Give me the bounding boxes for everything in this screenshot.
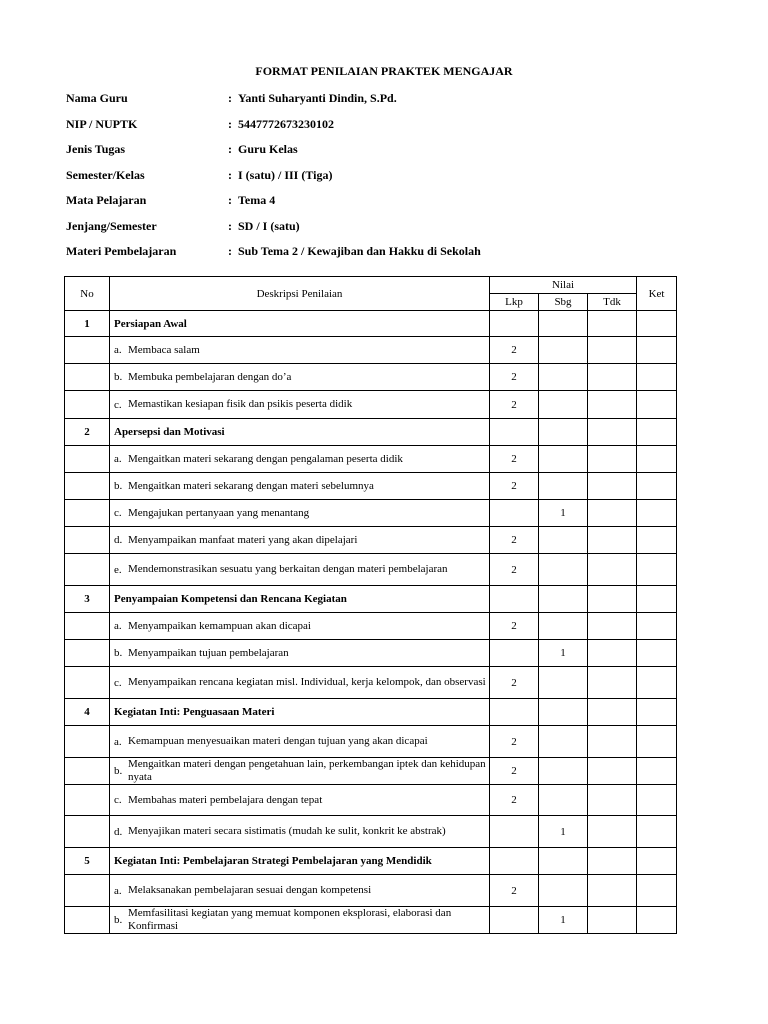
info-value: SD / I (satu) — [238, 218, 300, 233]
item-row — [65, 640, 677, 667]
empty-cell — [490, 311, 539, 337]
item-description-cell — [110, 364, 490, 391]
empty-cell — [539, 699, 588, 726]
item-row — [65, 758, 677, 785]
item-letter: a. — [114, 620, 122, 632]
score-tdk — [588, 473, 637, 500]
item-row — [65, 500, 677, 527]
info-separator: : — [228, 193, 232, 208]
info-row — [66, 86, 706, 112]
score-ket — [637, 473, 677, 500]
empty-cell — [588, 419, 637, 446]
empty-cell — [65, 875, 110, 907]
score-lkp: 2 — [490, 337, 539, 364]
info-label: Jenis Tugas — [66, 142, 126, 157]
score-sbg — [539, 554, 588, 586]
header-ket: Ket — [637, 277, 677, 311]
item-description: Mengaitkan materi sekarang dengan pengalaman peserta didik — [128, 452, 403, 465]
info-value: Sub Tema 2 / Kewajiban dan Hakku di Sekolah — [238, 244, 481, 259]
item-letter: d. — [114, 534, 123, 546]
item-letter: c. — [114, 794, 122, 806]
score-sbg: 1 — [539, 500, 588, 527]
info-separator: : — [228, 142, 232, 157]
item-row — [65, 785, 677, 816]
score-sbg — [539, 758, 588, 785]
empty-cell — [490, 586, 539, 613]
empty-cell — [65, 500, 110, 527]
item-description-cell — [110, 527, 490, 554]
section-title: Apersepsi dan Motivasi — [110, 419, 490, 446]
document-title: FORMAT PENILAIAN PRAKTEK MENGAJAR — [255, 64, 513, 78]
header-lkp: Lkp — [490, 294, 539, 311]
item-letter: a. — [114, 453, 122, 465]
score-ket — [637, 726, 677, 758]
score-tdk — [588, 875, 637, 907]
score-tdk — [588, 446, 637, 473]
info-separator: : — [228, 244, 232, 259]
score-sbg — [539, 667, 588, 699]
item-description: Kemampuan menyesuaikan materi dengan tujuan yang akan dicapai — [128, 735, 428, 747]
item-description: Mendemonstrasikan sesuatu yang berkaitan dengan materi pembelajaran — [128, 563, 448, 575]
empty-cell — [637, 699, 677, 726]
empty-cell — [637, 586, 677, 613]
item-description-cell — [110, 758, 490, 785]
item-description: Mengaitkan materi sekarang dengan materi sebelumnya — [128, 479, 374, 492]
info-separator: : — [228, 167, 232, 182]
section-row — [65, 699, 677, 726]
empty-cell — [65, 758, 110, 785]
empty-cell — [490, 699, 539, 726]
item-row — [65, 816, 677, 848]
info-row — [66, 112, 706, 138]
info-row — [66, 163, 706, 189]
score-lkp: 2 — [490, 391, 539, 419]
score-sbg — [539, 785, 588, 816]
score-sbg — [539, 726, 588, 758]
item-row — [65, 364, 677, 391]
score-ket — [637, 816, 677, 848]
item-description-cell — [110, 816, 490, 848]
score-ket — [637, 527, 677, 554]
empty-cell — [588, 586, 637, 613]
item-row — [65, 613, 677, 640]
empty-cell — [65, 640, 110, 667]
info-separator: : — [228, 218, 232, 233]
score-sbg — [539, 875, 588, 907]
score-lkp: 2 — [490, 527, 539, 554]
item-description-cell — [110, 446, 490, 473]
info-label: Mata Pelajaran — [66, 193, 147, 208]
item-description: Menyampaikan kemampuan akan dicapai — [128, 619, 311, 632]
item-description: Memfasilitasi kegiatan yang memuat komponen eksplorasi, elaborasi dan Konfirmasi — [128, 907, 452, 932]
score-lkp: 2 — [490, 364, 539, 391]
item-letter: c. — [114, 398, 122, 411]
score-tdk — [588, 613, 637, 640]
score-sbg — [539, 527, 588, 554]
score-ket — [637, 337, 677, 364]
score-sbg — [539, 364, 588, 391]
score-lkp: 2 — [490, 446, 539, 473]
score-tdk — [588, 527, 637, 554]
item-row — [65, 446, 677, 473]
score-lkp — [490, 907, 539, 934]
score-sbg — [539, 473, 588, 500]
score-sbg: 1 — [539, 816, 588, 848]
info-row — [66, 137, 706, 163]
assessment-table — [64, 276, 677, 934]
score-ket — [637, 907, 677, 934]
empty-cell — [65, 667, 110, 699]
empty-cell — [65, 446, 110, 473]
item-row — [65, 473, 677, 500]
empty-cell — [637, 419, 677, 446]
section-number: 5 — [65, 848, 110, 875]
item-description-cell — [110, 667, 490, 699]
item-description: Melaksanakan pembelajaran sesuai dengan kompetensi — [128, 884, 372, 896]
empty-cell — [65, 364, 110, 391]
score-tdk — [588, 907, 637, 934]
info-separator: : — [228, 116, 232, 131]
empty-cell — [539, 311, 588, 337]
score-tdk — [588, 500, 637, 527]
item-description-cell — [110, 726, 490, 758]
empty-cell — [65, 473, 110, 500]
item-description-cell — [110, 554, 490, 586]
section-title: Penyampaian Kompetensi dan Rencana Kegiatan — [110, 586, 490, 613]
score-ket — [637, 667, 677, 699]
empty-cell — [637, 311, 677, 337]
item-description: Menyajikan materi secara sistimatis (mudah ke sulit, konkrit ke abstrak) — [128, 825, 446, 837]
score-lkp — [490, 640, 539, 667]
empty-cell — [490, 419, 539, 446]
header-description: Deskripsi Penilaian — [110, 277, 490, 311]
empty-cell — [539, 586, 588, 613]
item-description-cell — [110, 473, 490, 500]
score-tdk — [588, 337, 637, 364]
score-ket — [637, 640, 677, 667]
item-description: Menyampaikan manfaat materi yang akan dipelajari — [128, 533, 358, 546]
info-label: Semester/Kelas — [66, 167, 145, 182]
section-number: 1 — [65, 311, 110, 337]
section-title: Kegiatan Inti: Penguasaan Materi — [110, 699, 490, 726]
section-number: 2 — [65, 419, 110, 446]
item-letter: b. — [114, 914, 123, 926]
item-description: Membuka pembelajaran dengan do’a — [128, 370, 292, 383]
empty-cell — [637, 848, 677, 875]
item-description: Menyampaikan tujuan pembelajaran — [128, 646, 289, 659]
score-tdk — [588, 816, 637, 848]
item-description-cell — [110, 875, 490, 907]
item-row — [65, 527, 677, 554]
score-lkp: 2 — [490, 758, 539, 785]
item-description-cell — [110, 640, 490, 667]
header-sbg: Sbg — [539, 294, 588, 311]
empty-cell — [65, 337, 110, 364]
score-ket — [637, 391, 677, 419]
section-row — [65, 311, 677, 337]
section-row — [65, 586, 677, 613]
item-description: Membaca salam — [128, 343, 200, 356]
item-letter: c. — [114, 676, 122, 689]
info-value: Tema 4 — [238, 193, 276, 208]
item-letter: b. — [114, 480, 123, 492]
empty-cell — [539, 419, 588, 446]
empty-cell — [65, 907, 110, 934]
item-description: Mengajukan pertanyaan yang menantang — [128, 506, 310, 519]
item-letter: b. — [114, 371, 123, 383]
score-tdk — [588, 726, 637, 758]
info-label: Jenjang/Semester — [66, 218, 157, 233]
info-row — [66, 239, 706, 265]
score-sbg — [539, 613, 588, 640]
item-letter: a. — [114, 884, 122, 897]
section-number: 3 — [65, 586, 110, 613]
info-row — [66, 188, 706, 214]
info-label: NIP / NUPTK — [66, 116, 138, 131]
header-tdk: Tdk — [588, 294, 637, 311]
score-lkp: 2 — [490, 613, 539, 640]
score-lkp: 2 — [490, 875, 539, 907]
score-sbg — [539, 446, 588, 473]
item-description: Memastikan kesiapan fisik dan psikis peserta didik — [128, 398, 353, 410]
score-sbg: 1 — [539, 907, 588, 934]
score-tdk — [588, 640, 637, 667]
info-value: I (satu) / III (Tiga) — [238, 167, 333, 182]
score-tdk — [588, 554, 637, 586]
empty-cell — [65, 613, 110, 640]
item-row — [65, 667, 677, 699]
score-lkp: 2 — [490, 785, 539, 816]
section-row — [65, 848, 677, 875]
score-ket — [637, 554, 677, 586]
score-lkp: 2 — [490, 473, 539, 500]
item-description-cell — [110, 337, 490, 364]
section-title: Persiapan Awal — [110, 311, 490, 337]
empty-cell — [65, 554, 110, 586]
empty-cell — [65, 816, 110, 848]
info-value: Yanti Suharyanti Dindin, S.Pd. — [238, 91, 397, 106]
info-row — [66, 214, 706, 240]
empty-cell — [539, 848, 588, 875]
info-value: Guru Kelas — [238, 142, 298, 157]
empty-cell — [490, 848, 539, 875]
section-number: 4 — [65, 699, 110, 726]
item-letter: e. — [114, 563, 122, 576]
score-tdk — [588, 758, 637, 785]
item-row — [65, 726, 677, 758]
item-letter: b. — [114, 765, 123, 777]
score-sbg: 1 — [539, 640, 588, 667]
header-no: No — [65, 277, 110, 311]
score-lkp: 2 — [490, 667, 539, 699]
score-ket — [637, 875, 677, 907]
empty-cell — [588, 699, 637, 726]
item-description: Mengaitkan materi dengan pengetahuan lain, perkembangan iptek dan kehidupan nyata — [128, 758, 486, 783]
item-letter: d. — [114, 825, 123, 838]
item-description: Menyampaikan rencana kegiatan misl. Individual, kerja kelompok, dan observasi — [128, 676, 486, 688]
item-row — [65, 391, 677, 419]
score-lkp — [490, 816, 539, 848]
section-title: Kegiatan Inti: Pembelajaran Strategi Pembelajaran yang Mendidik — [110, 848, 490, 875]
score-tdk — [588, 785, 637, 816]
score-ket — [637, 364, 677, 391]
section-row — [65, 419, 677, 446]
item-description-cell — [110, 613, 490, 640]
item-row — [65, 337, 677, 364]
score-sbg — [539, 337, 588, 364]
item-description-cell — [110, 785, 490, 816]
score-ket — [637, 500, 677, 527]
empty-cell — [65, 726, 110, 758]
item-description: Membahas materi pembelajara dengan tepat — [128, 793, 323, 806]
empty-cell — [588, 311, 637, 337]
empty-cell — [65, 527, 110, 554]
item-row — [65, 875, 677, 907]
item-letter: c. — [114, 507, 122, 519]
item-row — [65, 554, 677, 586]
score-tdk — [588, 391, 637, 419]
info-label: Nama Guru — [66, 91, 128, 106]
info-label: Materi Pembelajaran — [66, 244, 177, 259]
score-lkp — [490, 500, 539, 527]
info-separator: : — [228, 91, 232, 106]
score-ket — [637, 785, 677, 816]
item-description-cell — [110, 907, 490, 934]
score-ket — [637, 613, 677, 640]
empty-cell — [588, 848, 637, 875]
item-letter: b. — [114, 647, 123, 659]
score-ket — [637, 446, 677, 473]
item-row — [65, 907, 677, 934]
item-letter: a. — [114, 344, 122, 356]
teacher-info — [66, 86, 706, 265]
score-lkp: 2 — [490, 554, 539, 586]
item-description-cell — [110, 500, 490, 527]
header-nilai: Nilai — [490, 277, 637, 294]
info-value: 5447772673230102 — [238, 116, 334, 131]
score-lkp: 2 — [490, 726, 539, 758]
score-tdk — [588, 667, 637, 699]
empty-cell — [65, 391, 110, 419]
empty-cell — [65, 785, 110, 816]
item-description-cell — [110, 391, 490, 419]
score-ket — [637, 758, 677, 785]
score-sbg — [539, 391, 588, 419]
score-tdk — [588, 364, 637, 391]
item-letter: a. — [114, 735, 122, 748]
